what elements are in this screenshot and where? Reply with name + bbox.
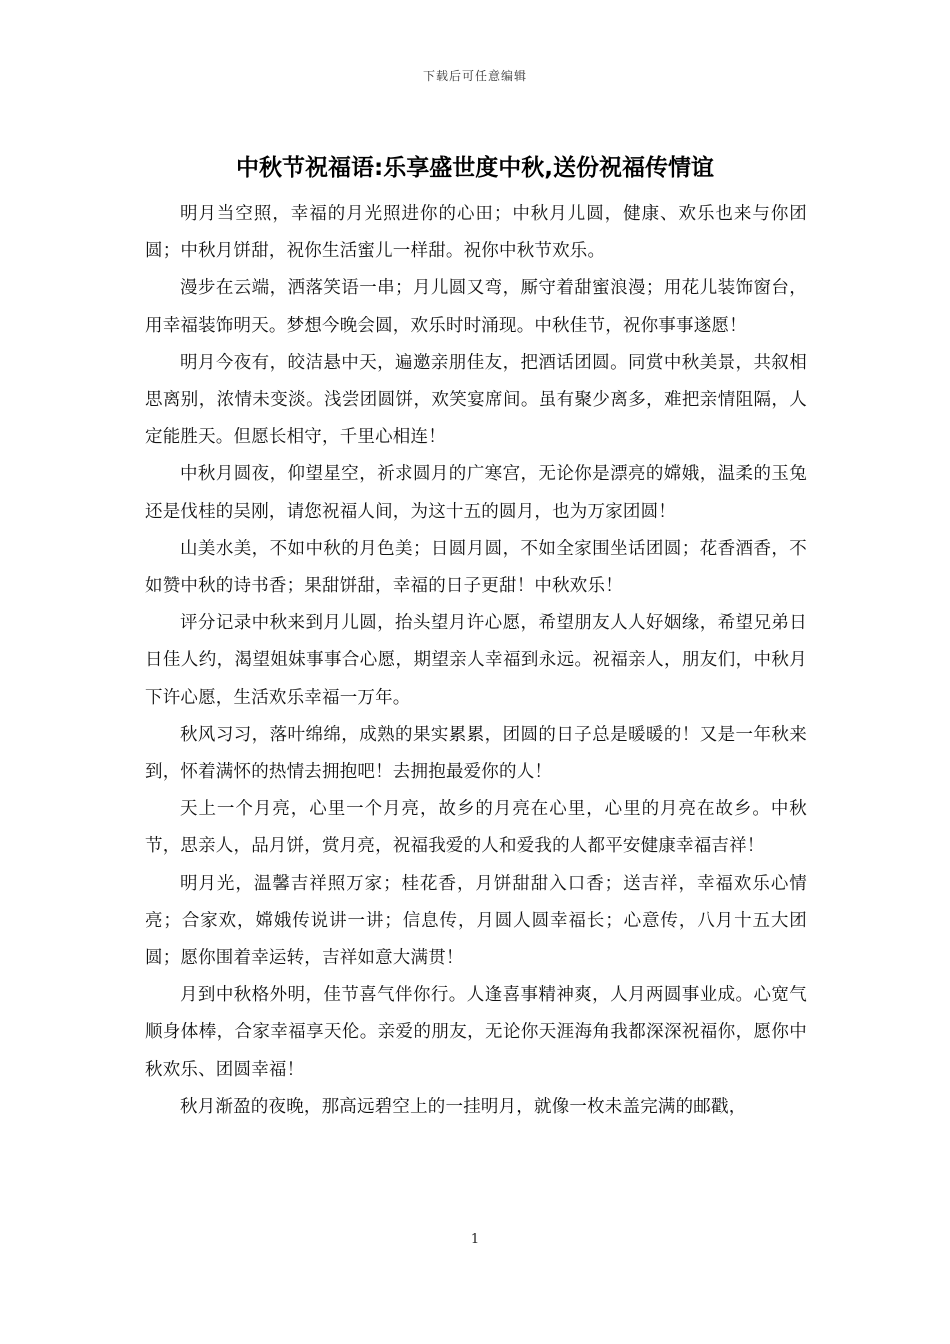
paragraph-2: 漫步在云端，洒落笑语一串；月儿圆又弯，厮守着甜蜜浪漫；用花儿装饰窗台，用幸福装饰明天。梦想今晚会圆，欢乐时时涌现。中秋佳节，祝你事事遂愿！: [145, 278, 807, 336]
paragraph-4: 中秋月圆夜，仰望星空，祈求圆月的广寒宫，无论你是漂亮的嫦娥，温柔的玉兔还是伐桂的吴刚，请您祝福人间，为这十五的圆月，也为万家团圆！: [145, 464, 807, 522]
paragraph-1: 明月当空照，幸福的月光照进你的心田；中秋月儿圆，健康、欢乐也来与你团圆；中秋月饼甜，祝你生活蜜儿一样甜。祝你中秋节欢乐。: [145, 204, 807, 262]
paragraph-9: 明月光，温馨吉祥照万家；桂花香，月饼甜甜入口香；送吉祥，幸福欢乐心情亮；合家欢，嫦娥传说讲一讲；信息传，月圆人圆幸福长；心意传，八月十五大团圆；愿你围着幸运转，吉祥如意大满贯！: [145, 873, 807, 969]
paragraph-11: 秋月渐盈的夜晚，那高远碧空上的一挂明月，就像一枚未盖完满的邮戳，: [180, 1096, 747, 1117]
paragraph-7: 秋风习习，落叶绵绵，成熟的果实累累，团圆的日子总是暖暖的！又是一年秋来到，怀着满怀的热情去拥抱吧！去拥抱最爱你的人！: [145, 724, 807, 783]
document-body: [145, 196, 807, 1126]
header-note: 下载后可任意编辑: [422, 69, 527, 83]
document-title: 中秋节祝福语:乐享盛世度中秋,送份祝福传情谊: [236, 155, 714, 181]
paragraph-10: 月到中秋格外明，佳节喜气伴你行。人逢喜事精神爽，人月两圆事业成。心宽气顺身体棒，合家幸福享天伦。亲爱的朋友，无论你天涯海角我都深深祝福你，愿你中秋欢乐、团圆幸福！: [145, 985, 807, 1080]
paragraph-3: 明月今夜有，皎洁悬中天，遍邀亲朋佳友，把酒话团圆。同赏中秋美景，共叙相思离别，浓情未变淡。浅尝团圆饼，欢笑宴席间。虽有聚少离多，难把亲情阻隔，人定能胜天。但愿长相守，千里心相连！: [145, 352, 807, 448]
paragraph-8: 天上一个月亮，心里一个月亮，故乡的月亮在心里，心里的月亮在故乡。中秋节，思亲人，品月饼，赏月亮，祝福我爱的人和爱我的人都平安健康幸福吉祥！: [145, 799, 807, 857]
paragraph-6: 评分记录中秋来到月儿圆，抬头望月许心愿，希望朋友人人好姻缘，希望兄弟日日佳人约，渴望姐妹事事合心愿，期望亲人幸福到永远。祝福亲人，朋友们，中秋月下许心愿，生活欢乐幸福一万年。: [145, 613, 807, 708]
paragraph-5: 山美水美，不如中秋的月色美；日圆月圆，不如全家围坐话团圆；花香酒香，不如赞中秋的诗书香；果甜饼甜，幸福的日子更甜！中秋欢乐！: [145, 538, 807, 597]
page-number: 1: [470, 1232, 480, 1247]
